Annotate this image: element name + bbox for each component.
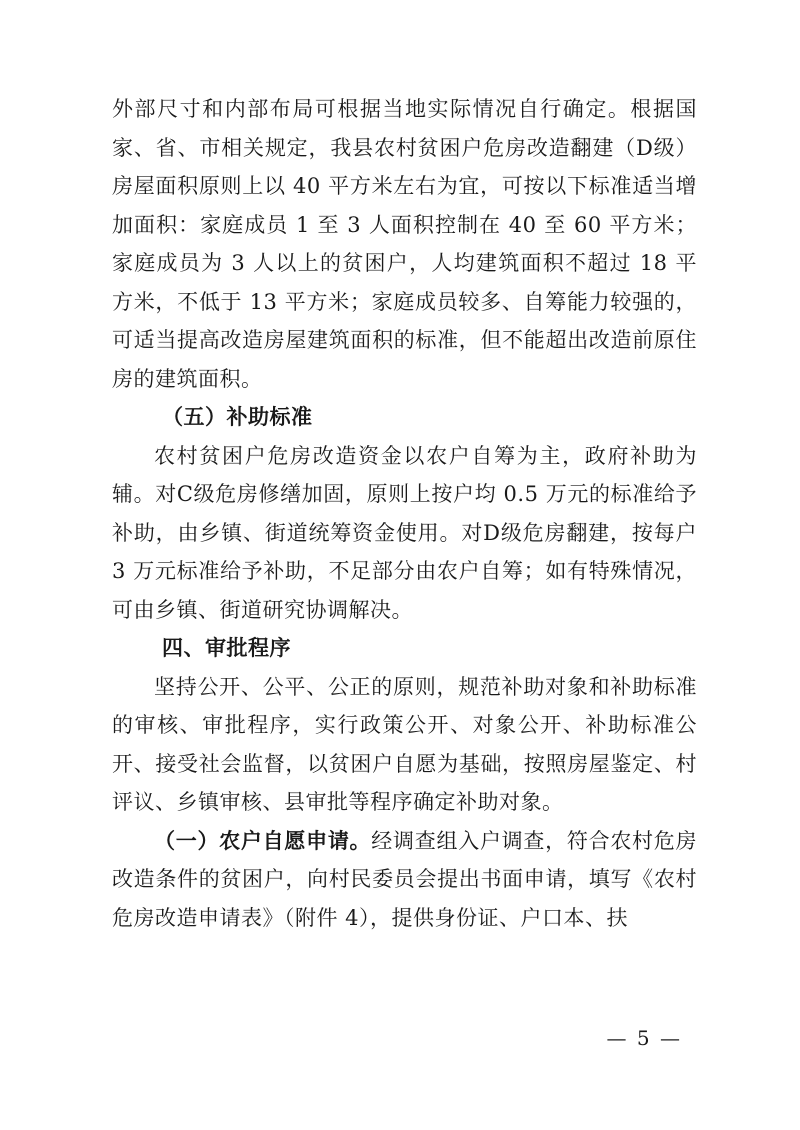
paragraph-house-area: 外部尺寸和内部布局可根据当地实际情况自行确定。根据国家、省、市相关规定，我县农村贫困户危房改造翻建（D级）房屋面积原则上以 40 平方米左右为宜，可按以下标准适当增加面积：家庭成员 1 至 3 人面积控制在 40 至 60 平方米；家庭成员为 3 人以上的贫困户，人均建筑面积不超过 18 平方米，不低于 13 平方米；家庭成员较多、自筹能力较强的，可适当提高改造房屋建筑面积的标准，但不能超出改造前原住房的建筑面积。 — [112, 97, 697, 391]
item-voluntary-application — [112, 822, 697, 938]
body-text — [112, 90, 697, 937]
paragraph-subsidy-standard: 农村贫困户危房改造资金以农户自筹为主，政府补助为辅。对C级危房修缮加固，原则上按户均 0.5 万元的标准给予补助，由乡镇、街道统筹资金使用。对D级危房翻建，按每户 3 万元标准给予补助，不足部分由农户自筹；如有特殊情况，可由乡镇、街道研究协调解决。 — [112, 443, 697, 622]
item-voluntary-application-text: 经调查组入户调查，符合农村危房改造条件的贫困户，向村民委员会提出书面申请，填写《农村危房改造申请表》（附件 4），提供身份证、户口本、扶 — [112, 828, 698, 930]
page-number: — 5 — — [606, 1026, 682, 1050]
heading-subsidy-standard: （五）补助标准 — [162, 405, 313, 429]
item-voluntary-application-lead: （一）农户自愿申请。 — [154, 828, 372, 853]
heading-approval-procedure: 四、审批程序 — [162, 636, 291, 660]
paragraph-approval-procedure: 坚持公开、公平、公正的原则，规范补助对象和补助标准的审核、审批程序，实行政策公开、对象公开、补助标准公开、接受社会监督，以贫困户自愿为基础，按照房屋鉴定、村评议、乡镇审核、县审批等程序确定补助对象。 — [112, 674, 697, 814]
